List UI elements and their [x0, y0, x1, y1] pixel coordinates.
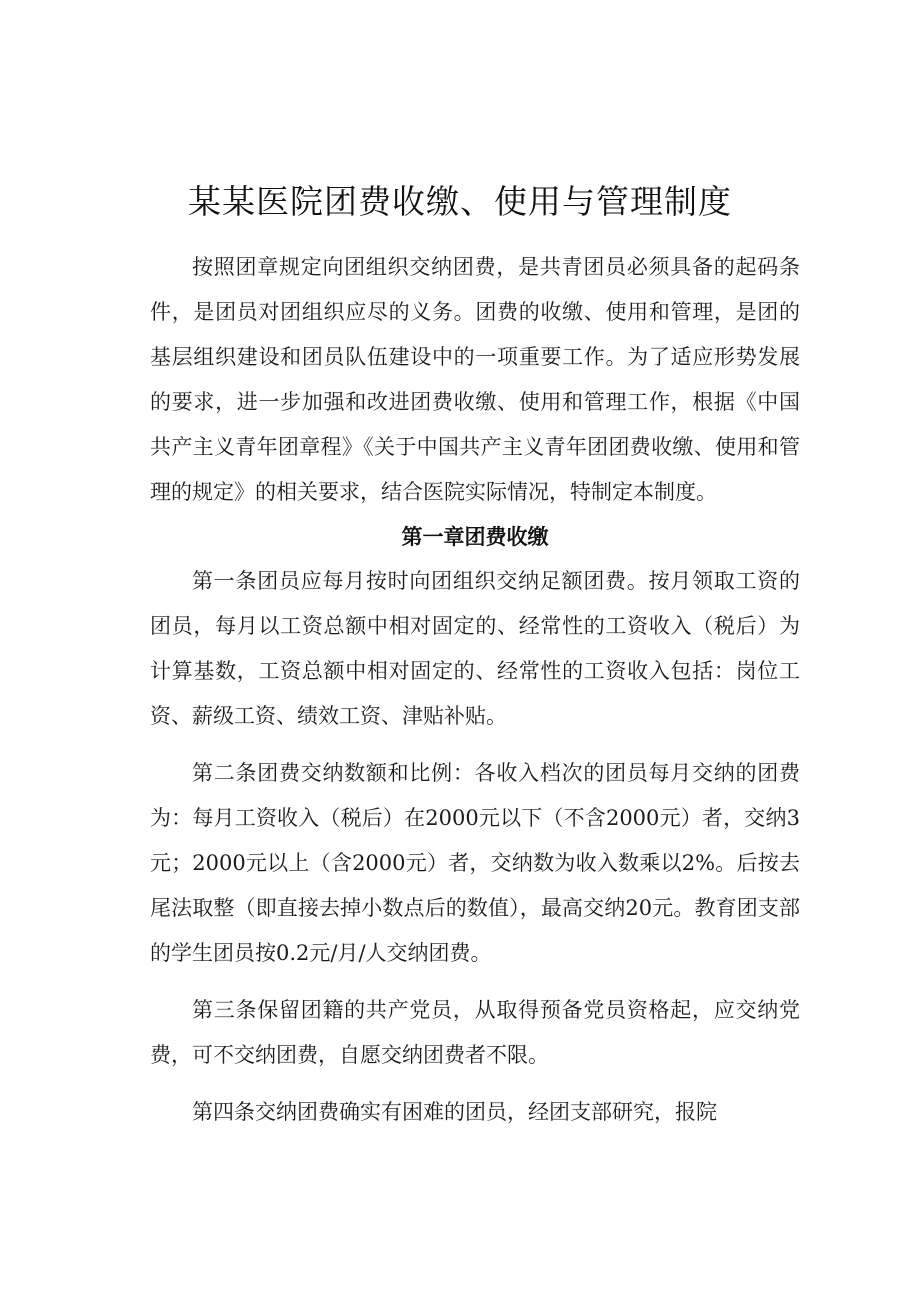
article-4: 第四条交纳团费确实有困难的团员，经团支部研究，报院	[192, 1100, 717, 1124]
document-body	[150, 245, 800, 1135]
intro-paragraph: 按照团章规定向团组织交纳团费，是共青团员必须具备的起码条件，是团员对团组织应尽的义务。团费的收缴、使用和管理，是团的基层组织建设和团员队伍建设中的一项重要工作。为了适应形势发展的要求，进一步加强和改进团费收缴、使用和管理工作，根据《中国共产主义青年团章程》《关于中国共产主义青年团团费收缴、使用和管理的规定》的相关要求，结合医院实际情况，特制定本制度。	[150, 255, 800, 504]
paragraph-gap	[150, 976, 800, 988]
paragraph-gap	[150, 739, 800, 751]
article-3: 第三条保留团籍的共产党员，从取得预备党员资格起，应交纳党费，可不交纳团费，自愿交纳团费者不限。	[150, 998, 800, 1067]
article-1: 第一条团员应每月按时向团组织交纳足额团费。按月领取工资的团员，每月以工资总额中相对固定的、经常性的工资收入（税后）为计算基数，工资总额中相对固定的、经常性的工资收入包括：岗位工资、薪级工资、绩效工资、津贴补贴。	[150, 569, 800, 728]
article-2: 第二条团费交纳数额和比例：各收入档次的团员每月交纳的团费为：每月工资收入（税后）在2000元以下（不含2000元）者，交纳3元；2000元以上（含2000元）者，交纳数为收入数乘以2%。后按去尾法取整（即直接去掉小数点后的数值），最高交纳20元。教育团支部的学生团员按0.2元/月/人交纳团费。	[150, 761, 800, 965]
paragraph-gap	[150, 1078, 800, 1090]
document-title: 某某医院团费收缴、使用与管理制度	[188, 182, 732, 222]
chapter-heading: 第一章团费收缴	[401, 525, 549, 549]
